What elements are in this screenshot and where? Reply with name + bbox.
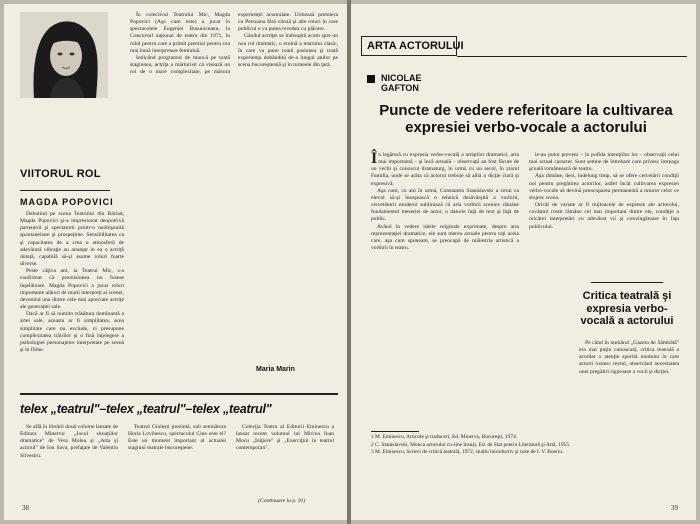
- telex-column-2: [128, 424, 226, 453]
- right-article-column-3: [579, 340, 679, 376]
- section-subhead: Critica teatrală şi expresia verbo-vocală a actorului: [580, 290, 674, 327]
- right-article-column-2: [529, 152, 679, 231]
- right-page: [351, 4, 696, 520]
- paragraph: În colectivul Teatrului Mic, Magda Popovici (Aşa cum este) a jucat în spectacolele Eugeniei Busuioceanu, la Concursul naţional de teatru din 1971, în rolul pentru care a primit premiul pentru cea mai bună interpretare feminină.: [130, 12, 230, 54]
- rubric-title: ARTA ACTORULUI: [367, 40, 464, 52]
- title-rule: [20, 190, 110, 191]
- telex-item: Teatrul Giulești prezintă, sub semnătura Horia Lovinescu, spectacolul Cine este el? Este un moment important al actualei stagiuni teatrale bucureştene.: [128, 424, 226, 452]
- author-first-name: NICOLAE: [381, 73, 422, 83]
- paragraph: Dacă ar fi să numim trăsătura dominantă a artei sale, aceasta ar fi simplitatea, acea simplitate care nu exclude, ci presupune complexitatea trăirilor şi o fină înţelegere a psihologiei personajelor interpretate pe scenă şi în filme.: [20, 311, 124, 353]
- author-last-name: GAFTON: [381, 83, 419, 93]
- square-bullet-icon: [367, 75, 375, 83]
- drop-cap: Î: [371, 150, 378, 167]
- first-paragraph: [371, 152, 519, 188]
- left-article-column-2: [130, 12, 338, 362]
- rubric-rule: [457, 56, 687, 57]
- portrait-photo-icon: [20, 12, 108, 98]
- paragraph-text: n legătură cu expresia verbo-vocală a artiştilor dramatici, arta mai importantă – şi încă actuală – observaţii au fost făcute de un vechi şi cunoscut dramaturg, în urmă cu un secol, în ziarul Familia, unde se arăta că actorul trebuie să aibă o dicţie clară şi expresivă.: [371, 152, 519, 187]
- left-article-column-1: [20, 211, 124, 354]
- paragraph: Gândul actriţei se îndreaptă acum spre un nou rol dramatic, o eroină a teatrului clasic, în care va pune toată pasiunea şi toată experienţa dobândită de-a lungul anilor pe scena bucureşteană şi în turneele din ţară.: [238, 33, 338, 69]
- telex-top-rule: [20, 393, 338, 395]
- paragraph: Pe când în numărul „Gazeta de Sâmbătă" era mai puţin cunoscută, critica teatrală a acordat o atenţie sporită modului în care actorii rostesc textul, observând necesitatea unei pregătiri riguroase a vocii şi dicţiei.: [579, 340, 679, 375]
- subhead-rule: [591, 282, 663, 283]
- author-name: MAGDA POPOVICI: [20, 197, 114, 207]
- telex-item: Colecţia Teatru al Editurii Eminescu a lansat recent volumul lui Mircea Ioan Mocu „Iniţiere" şi „Exerciţiul în teatrul contemporan".: [236, 424, 334, 452]
- paragraph: Având în vedere ideile originale exprimate, despre arta reprezentaţiei dramatice, ele sunt mereu actuale pentru toţi aceia care, aşa cum spuneam, se preocupă de măiestria artistică a vorbirii în teatru.: [371, 223, 519, 252]
- paragraph: Oricât de variate ar fi mijloacele de expresie ale actorului, cuvântul rostit rămâne cel mai important dintre ele, condiţie a oricărei interpretări cu adevărat vii şi convingătoare în faţa publicului.: [529, 202, 679, 230]
- telex-column-1: [20, 424, 118, 460]
- page-number: 39: [671, 504, 678, 512]
- article-signature: Maria Marin: [256, 366, 295, 373]
- telex-item: Se află în librării două volume lansate de Editura Minerva: „Jocul situaţiilor dramatice" de Vera Molea şi „Arta şi actorul" de Ion Sava, prefaţate de Valentin Silvestru.: [20, 424, 118, 459]
- paragraph: Peste câţiva ani, la Teatrul Mic, s-a confirmat că promisiunea nu fusese înşelătoare. Magda Popovici a jucat roluri importante alături de marii interpreţi ai scenei, devenind una dintre cele mai apreciate actriţe ale generaţiei sale.: [20, 268, 124, 311]
- footnotes: [371, 434, 571, 457]
- paragraph: Indicând programul de muncă pe toată stagiunea, actriţa a mărturisit că visează un rol de o mare complexitate, pe măsura experienţei acumulate. Urmează premiera cu Persoana fără vârstă şi alte roluri în care publicul o va putea revedea cu plăcere.: [130, 12, 338, 76]
- paragraph: le-au putut preveni – în pofida intenţiilor lor – observaţii celui mai actual caracter. Sunt semne de întrebare care privesc întreaga şcoală românească de teatru.: [529, 152, 679, 173]
- right-article-column-1: [371, 152, 519, 252]
- article-headline: Puncte de vedere referitoare la cultivarea expresiei verbo-vocale a actorului: [379, 102, 673, 136]
- author-name: [381, 73, 422, 93]
- paragraph: Aşa cum, cu ani în urmă, Constantin Stanislavski a cerut ca elevul să-şi însuşească o tehnică desăvârşită a vorbirii, cercetătorii moderni subliniază că arta vorbirii scenice rămâne fundamentul meseriei de actor, o datorie faţă de text şi faţă de public.: [371, 187, 519, 223]
- section-title: VIITORUL ROL: [20, 168, 101, 180]
- footnote: 2 C. Stanislavski, Munca actorului cu sine însuşi, Ed. de Stat pentru Literatură şi Artă, 1955.: [371, 441, 571, 448]
- footnote: 3 M. Eminescu, Scrieri de critică teatrală, 1972, studiu introductiv şi note de I. V. Boeriu.: [371, 449, 564, 455]
- paragraph: Aşa rămâne, deci, îndelung timp, să se ofere cercetării condiţii noi pentru pregătirea actorilor, astfel încât cultivarea expresiei verbo-vocale să devină preocuparea permanentă a tuturor celor ce slujesc scena.: [529, 173, 679, 201]
- telex-column-3: [236, 424, 334, 453]
- footnote: 1 M. Eminescu, Articole şi traduceri, Ed. Minerva, Bucureşti, 1974.: [371, 434, 518, 440]
- left-page: [4, 4, 347, 520]
- paragraph: Debutind pe scena Teatrului din Bârlad, Magda Popovici şi-a impresionat deopotrivă partenerii şi spectatorii printr-o neobişnuită spontaneitate şi prospeţime. Sensibilitatea ca şi capacitatea de a crea o atmosferă de adevărată vibraţie au anunţat în ea o actriţă dotată, capabilă să-şi asume roluri foarte diverse.: [20, 211, 124, 268]
- footnote-rule: [371, 431, 419, 432]
- continued-note: (Continuare la p. 91): [258, 498, 306, 504]
- telex-banner: telex „teatrul"–telex „teatrul"–telex „teatrul": [20, 402, 272, 416]
- page-number: 38: [22, 504, 29, 512]
